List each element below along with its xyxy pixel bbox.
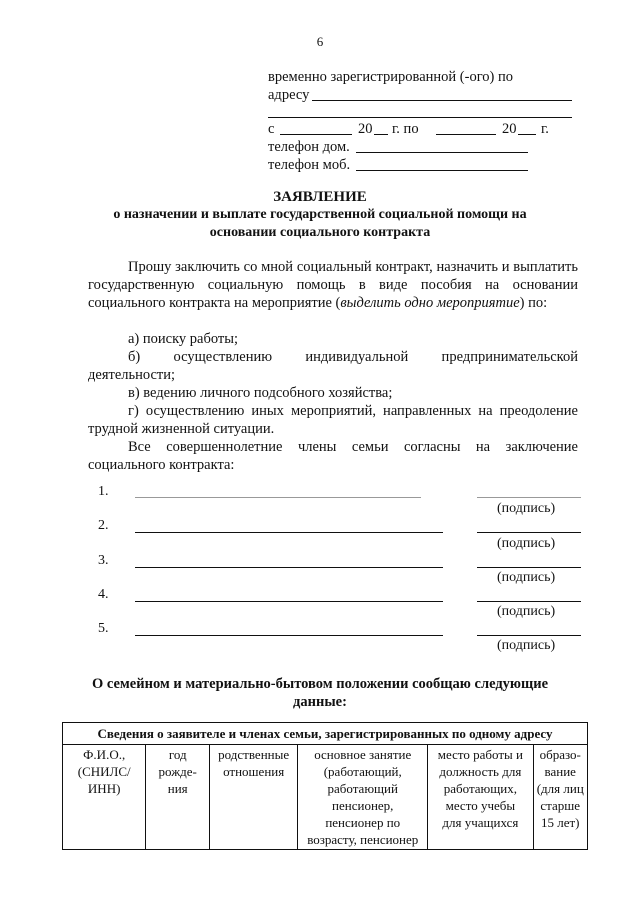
- signer-name-line-2: [135, 532, 443, 533]
- address-blank-2: [268, 117, 572, 118]
- signature-label-3: (подпись): [497, 570, 556, 585]
- consent-paragraph: Все совершеннолетние члены семьи согласны на заключение социального контракта:: [88, 439, 578, 473]
- home-phone-label: телефон дом.: [268, 139, 350, 155]
- from-year: 20: [358, 121, 373, 137]
- signature-line-2: [477, 532, 581, 533]
- year-suffix: г.: [541, 121, 549, 137]
- family-heading-1: О семейном и материально-бытовом положении сообщаю следующие: [91, 676, 549, 692]
- signer-number-2: 2.: [98, 518, 109, 533]
- col-header-occupation: основное занятие (работающий, работающий пенсионер, пенсионер по возрасту, пенсионер: [298, 745, 428, 850]
- until-year-blank: [518, 134, 536, 135]
- until-date-blank: [436, 134, 496, 135]
- mobile-phone-blank: [356, 170, 528, 171]
- signer-name-line-4: [135, 601, 443, 602]
- address-blank: [312, 100, 572, 101]
- until-year: 20: [502, 121, 517, 137]
- request-paragraph: Прошу заключить со мной социальный контракт, назначить и выплатить государственную социальную помощь в виде пособия на основании социального контракта на мероприятие (выделить одно мероприятие) по:: [88, 259, 578, 311]
- table-caption-row: [63, 723, 588, 745]
- signature-label-5: (подпись): [497, 638, 556, 653]
- registered-line-1: временно зарегистрированной (-ого) по: [268, 69, 514, 85]
- option-a: а) поиску работы;: [128, 331, 239, 347]
- signature-label-2: (подпись): [497, 536, 556, 551]
- family-table: [62, 722, 588, 850]
- signature-line-1: [477, 497, 581, 498]
- signature-line-4: [477, 601, 581, 602]
- option-b: б) осуществлению индивидуальной предпринимательской деятельности;: [88, 349, 578, 383]
- signer-number-1: 1.: [98, 484, 109, 499]
- document-subtitle-2: основании социального контракта: [209, 225, 431, 240]
- signer-number-5: 5.: [98, 621, 109, 636]
- from-label: с: [268, 121, 275, 137]
- signature-label-4: (подпись): [497, 604, 556, 619]
- signature-line-5: [477, 635, 581, 636]
- col-header-birth-year: год рожде- ния: [146, 745, 210, 850]
- signer-number-4: 4.: [98, 587, 109, 602]
- col-header-name: Ф.И.О., (СНИЛС/ ИНН): [63, 745, 146, 850]
- document-subtitle-1: о назначении и выплате государственной социальной помощи на: [113, 207, 527, 222]
- col-header-workplace: место работы и должность для работающих, место учебы для учащихся: [428, 745, 533, 850]
- mobile-phone-label: телефон моб.: [268, 157, 351, 173]
- signature-line-3: [477, 567, 581, 568]
- table-header-row: [63, 745, 588, 850]
- until-label: г. по: [392, 121, 419, 137]
- option-c: в) ведению личного подсобного хозяйства;: [128, 385, 393, 401]
- table-caption: Сведения о заявителе и членах семьи, зарегистрированных по одному адресу: [63, 723, 588, 745]
- from-date-blank: [280, 134, 352, 135]
- page-number: 6: [316, 34, 324, 49]
- signature-label-1: (подпись): [497, 501, 556, 516]
- signer-name-line-1: [135, 497, 421, 498]
- signer-name-line-3: [135, 567, 443, 568]
- option-d: г) осуществлению иных мероприятий, направленных на преодоление трудной жизненной ситуации.: [88, 403, 578, 437]
- family-heading-2: данные:: [293, 694, 347, 710]
- document-title: ЗАЯВЛЕНИЕ: [273, 189, 367, 205]
- registered-line-2: адресу: [268, 87, 310, 103]
- signer-number-3: 3.: [98, 553, 109, 568]
- home-phone-blank: [356, 152, 528, 153]
- signer-name-line-5: [135, 635, 443, 636]
- from-year-blank: [374, 134, 388, 135]
- col-header-relation: родственные отношения: [210, 745, 298, 850]
- request-italic: выделить одно мероприятие: [340, 295, 520, 311]
- col-header-education: образо- вание (для лиц старше 15 лет): [533, 745, 588, 850]
